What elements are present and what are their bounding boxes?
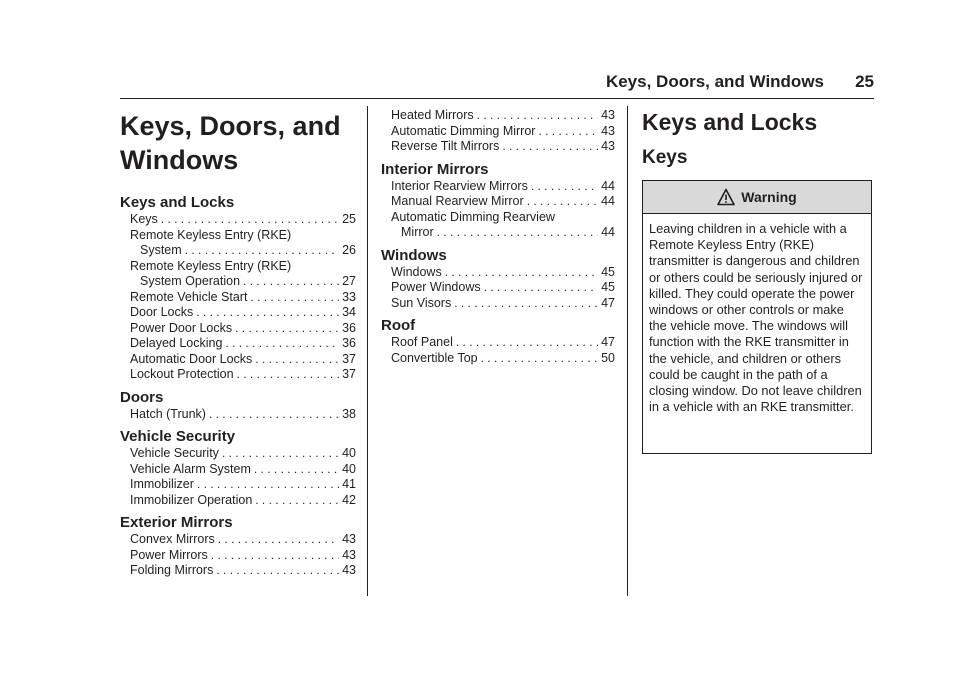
running-header-title: Keys, Doors, and Windows: [605, 72, 824, 91]
toc-leader-dots: [456, 335, 598, 351]
toc-leader-dots: [481, 351, 598, 367]
toc-leader-dots: [216, 563, 339, 579]
chapter-title-line2: Windows: [120, 145, 239, 175]
page-number: 25: [855, 72, 874, 91]
toc-entry-title: Automatic Door Locks: [130, 351, 253, 366]
toc-entry-title: System Operation: [140, 274, 241, 288]
toc-entry[interactable]: [381, 139, 615, 155]
toc-entry[interactable]: [120, 563, 356, 579]
toc-group: [120, 194, 356, 579]
warning-label: Warning: [741, 189, 797, 205]
toc-column-2: [381, 108, 615, 366]
toc-leader-dots: [445, 265, 598, 281]
toc-entry-page: 44: [601, 225, 615, 239]
toc-entry-title: Remote Vehicle Start: [130, 289, 248, 304]
toc-entry[interactable]: [120, 336, 356, 352]
toc-entry-page: 41: [342, 477, 356, 491]
toc-entry-title: Remote Keyless Entry (RKE): [130, 227, 292, 242]
toc-entry-page: 45: [601, 280, 615, 294]
toc-entry-list: [120, 212, 356, 383]
toc-leader-dots: [531, 179, 598, 195]
toc-entry-list: [120, 532, 356, 579]
toc-entry-page: 37: [342, 351, 356, 366]
toc-entry-title: Power Door Locks: [130, 320, 233, 335]
toc-leader-dots: [211, 548, 339, 564]
toc-section: [120, 194, 356, 383]
toc-entry-page: 33: [342, 289, 356, 304]
toc-entry[interactable]: [120, 352, 356, 368]
toc-entry[interactable]: [120, 477, 356, 493]
toc-entry-page: 43: [342, 532, 356, 546]
toc-entry-list: [120, 407, 356, 423]
toc-entry[interactable]: [120, 290, 356, 306]
toc-entry-page: 36: [342, 336, 356, 350]
toc-leader-dots: [218, 532, 339, 548]
subsection-title: Keys: [642, 147, 688, 168]
toc-entry-page: 36: [342, 320, 356, 335]
toc-entry[interactable]: [381, 296, 615, 312]
toc-entry-title: Immobilizer Operation: [130, 492, 253, 507]
toc-leader-dots: [161, 212, 339, 228]
toc-entry-title: Vehicle Alarm System: [130, 461, 251, 476]
toc-entry-title: Mirror: [401, 225, 434, 239]
toc-entry[interactable]: [381, 210, 615, 226]
toc-entry[interactable]: [381, 351, 615, 367]
toc-entry-title: Automatic Dimming Mirror: [391, 123, 536, 138]
toc-entry[interactable]: [381, 225, 615, 241]
toc-entry[interactable]: [120, 228, 356, 244]
toc-section: [381, 317, 615, 366]
toc-entry[interactable]: [381, 335, 615, 351]
toc-entry-title: Remote Keyless Entry (RKE): [130, 258, 292, 273]
toc-entry-title: Power Windows: [391, 280, 481, 294]
toc-entry-list: [120, 446, 356, 508]
toc-entry[interactable]: [120, 305, 356, 321]
content-column: [642, 108, 874, 415]
toc-entry-title: Automatic Dimming Rearview: [391, 209, 555, 224]
toc-entry[interactable]: [381, 280, 615, 296]
toc-entry-title: Immobilizer: [130, 477, 194, 491]
toc-entry-title: Sun Visors: [391, 295, 452, 310]
toc-leader-dots: [477, 108, 598, 124]
toc-entry-title: Roof Panel: [391, 335, 453, 349]
toc-entry-page: 44: [601, 194, 615, 208]
toc-entry-list: [381, 265, 615, 312]
toc-entry-page: 40: [342, 461, 356, 476]
warning-text: Leaving children in a vehicle with a Remote Keyless Entry (RKE) transmitter is dangerous and children or others could be seriously injured or killed. They could operate the power windows or other controls or make the vehicle move. The windows will function with the RKE transmitter in the vehicle, and children or others could be caught in the path of a closing window. Do not leave children in a vehicle with an RKE transmitter.: [649, 221, 863, 415]
toc-entry[interactable]: [120, 532, 356, 548]
toc-section: [120, 428, 356, 508]
toc-entry-page: 47: [601, 335, 615, 349]
toc-entry-page: 45: [601, 264, 615, 279]
toc-entry[interactable]: [120, 548, 356, 564]
toc-leader-dots: [527, 194, 598, 210]
toc-entry[interactable]: [120, 274, 356, 290]
toc-section-heading: Interior Mirrors: [381, 160, 489, 178]
toc-section-heading: Exterior Mirrors: [120, 514, 233, 531]
toc-section: [120, 389, 356, 423]
toc-leader-dots: [454, 296, 598, 312]
toc-entry-list: [381, 108, 615, 155]
toc-leader-dots: [222, 446, 339, 462]
column-divider: [627, 106, 628, 596]
toc-section-heading: Doors: [120, 388, 164, 406]
warning-box: [642, 180, 872, 454]
toc-entry[interactable]: [120, 367, 356, 383]
toc-leader-dots: [225, 336, 339, 352]
toc-entry-page: 43: [342, 547, 356, 562]
toc-entry-title: Power Mirrors: [130, 547, 208, 562]
chapter-title: [120, 108, 356, 177]
toc-entry-title: Windows: [391, 264, 442, 279]
column-divider: [367, 106, 368, 596]
toc-entry-page: 42: [342, 492, 356, 507]
toc-entry-page: 43: [601, 139, 615, 153]
toc-section-heading: Vehicle Security: [120, 428, 236, 445]
toc-entry-title: Convex Mirrors: [130, 532, 215, 546]
toc-entry-title: Folding Mirrors: [130, 563, 214, 577]
toc-entry[interactable]: [381, 179, 615, 195]
toc-entry[interactable]: [120, 243, 356, 259]
toc-entry-page: 27: [342, 274, 356, 288]
toc-entry-page: 44: [601, 178, 615, 193]
toc-entry-title: Interior Rearview Mirrors: [391, 178, 528, 193]
toc-section: [381, 247, 615, 312]
toc-entry[interactable]: [381, 108, 615, 124]
toc-entry-title: Vehicle Security: [130, 446, 219, 460]
toc-entry-page: 40: [342, 446, 356, 460]
toc-entry-page: 38: [342, 406, 356, 421]
toc-entry-page: 43: [342, 563, 356, 577]
toc-entry-title: Lockout Protection: [130, 367, 234, 381]
toc-entry[interactable]: [120, 407, 356, 423]
toc-section: [381, 108, 615, 155]
toc-entry-list: [381, 335, 615, 366]
toc-entry-title: Reverse Tilt Mirrors: [391, 139, 500, 153]
toc-section-heading: Keys and Locks: [120, 194, 235, 211]
toc-leader-dots: [484, 280, 598, 296]
toc-leader-dots: [437, 225, 598, 241]
toc-entry-page: 47: [601, 295, 615, 310]
toc-entry[interactable]: [381, 124, 615, 140]
toc-entry-title: Delayed Locking: [130, 336, 223, 350]
toc-entry-page: 34: [342, 305, 356, 319]
toc-leader-dots: [502, 139, 598, 155]
toc-entry-page: 26: [342, 243, 356, 257]
toc-section: [120, 514, 356, 579]
toc-leader-dots: [209, 407, 339, 423]
toc-entry[interactable]: [120, 259, 356, 275]
toc-leader-dots: [235, 321, 339, 337]
toc-entry-page: 50: [601, 350, 615, 365]
toc-entry-title: Keys: [130, 212, 158, 226]
toc-leader-dots: [538, 124, 598, 140]
toc-leader-dots: [243, 274, 339, 290]
section-title: Keys and Locks: [642, 109, 818, 135]
toc-entry-page: 37: [342, 367, 356, 381]
toc-leader-dots: [185, 243, 339, 259]
toc-entry[interactable]: [381, 265, 615, 281]
toc-column-1: [120, 108, 356, 579]
toc-leader-dots: [237, 367, 340, 383]
toc-entry-page: 25: [342, 212, 356, 226]
toc-entry[interactable]: [120, 462, 356, 478]
toc-entry-list: [381, 179, 615, 241]
toc-entry[interactable]: [381, 194, 615, 210]
toc-entry-title: Manual Rearview Mirror: [391, 194, 524, 208]
toc-leader-dots: [254, 462, 339, 478]
toc-leader-dots: [196, 305, 339, 321]
toc-entry-title: Hatch (Trunk): [130, 406, 206, 421]
toc-entry-page: 43: [601, 123, 615, 138]
toc-leader-dots: [255, 493, 339, 509]
toc-entry[interactable]: [120, 212, 356, 228]
toc-entry-title: Convertible Top: [391, 350, 478, 365]
toc-section-heading: Windows: [381, 246, 447, 264]
toc-entry[interactable]: [120, 446, 356, 462]
toc-entry[interactable]: [120, 321, 356, 337]
toc-entry-title: Door Locks: [130, 305, 194, 319]
warning-header: [643, 181, 871, 214]
toc-section: [381, 161, 615, 241]
toc-entry-page: 43: [601, 108, 615, 122]
toc-leader-dots: [255, 352, 339, 368]
toc-entry-title: Heated Mirrors: [391, 108, 474, 122]
toc-leader-dots: [250, 290, 339, 306]
running-header: [120, 72, 874, 99]
chapter-title-line1: Keys, Doors, and: [120, 111, 341, 141]
toc-section-heading: Roof: [381, 317, 416, 334]
toc-entry-title: System: [140, 243, 182, 257]
toc-entry[interactable]: [120, 493, 356, 509]
warning-triangle-icon: [717, 188, 735, 206]
toc-group: [381, 108, 615, 366]
toc-leader-dots: [197, 477, 339, 493]
